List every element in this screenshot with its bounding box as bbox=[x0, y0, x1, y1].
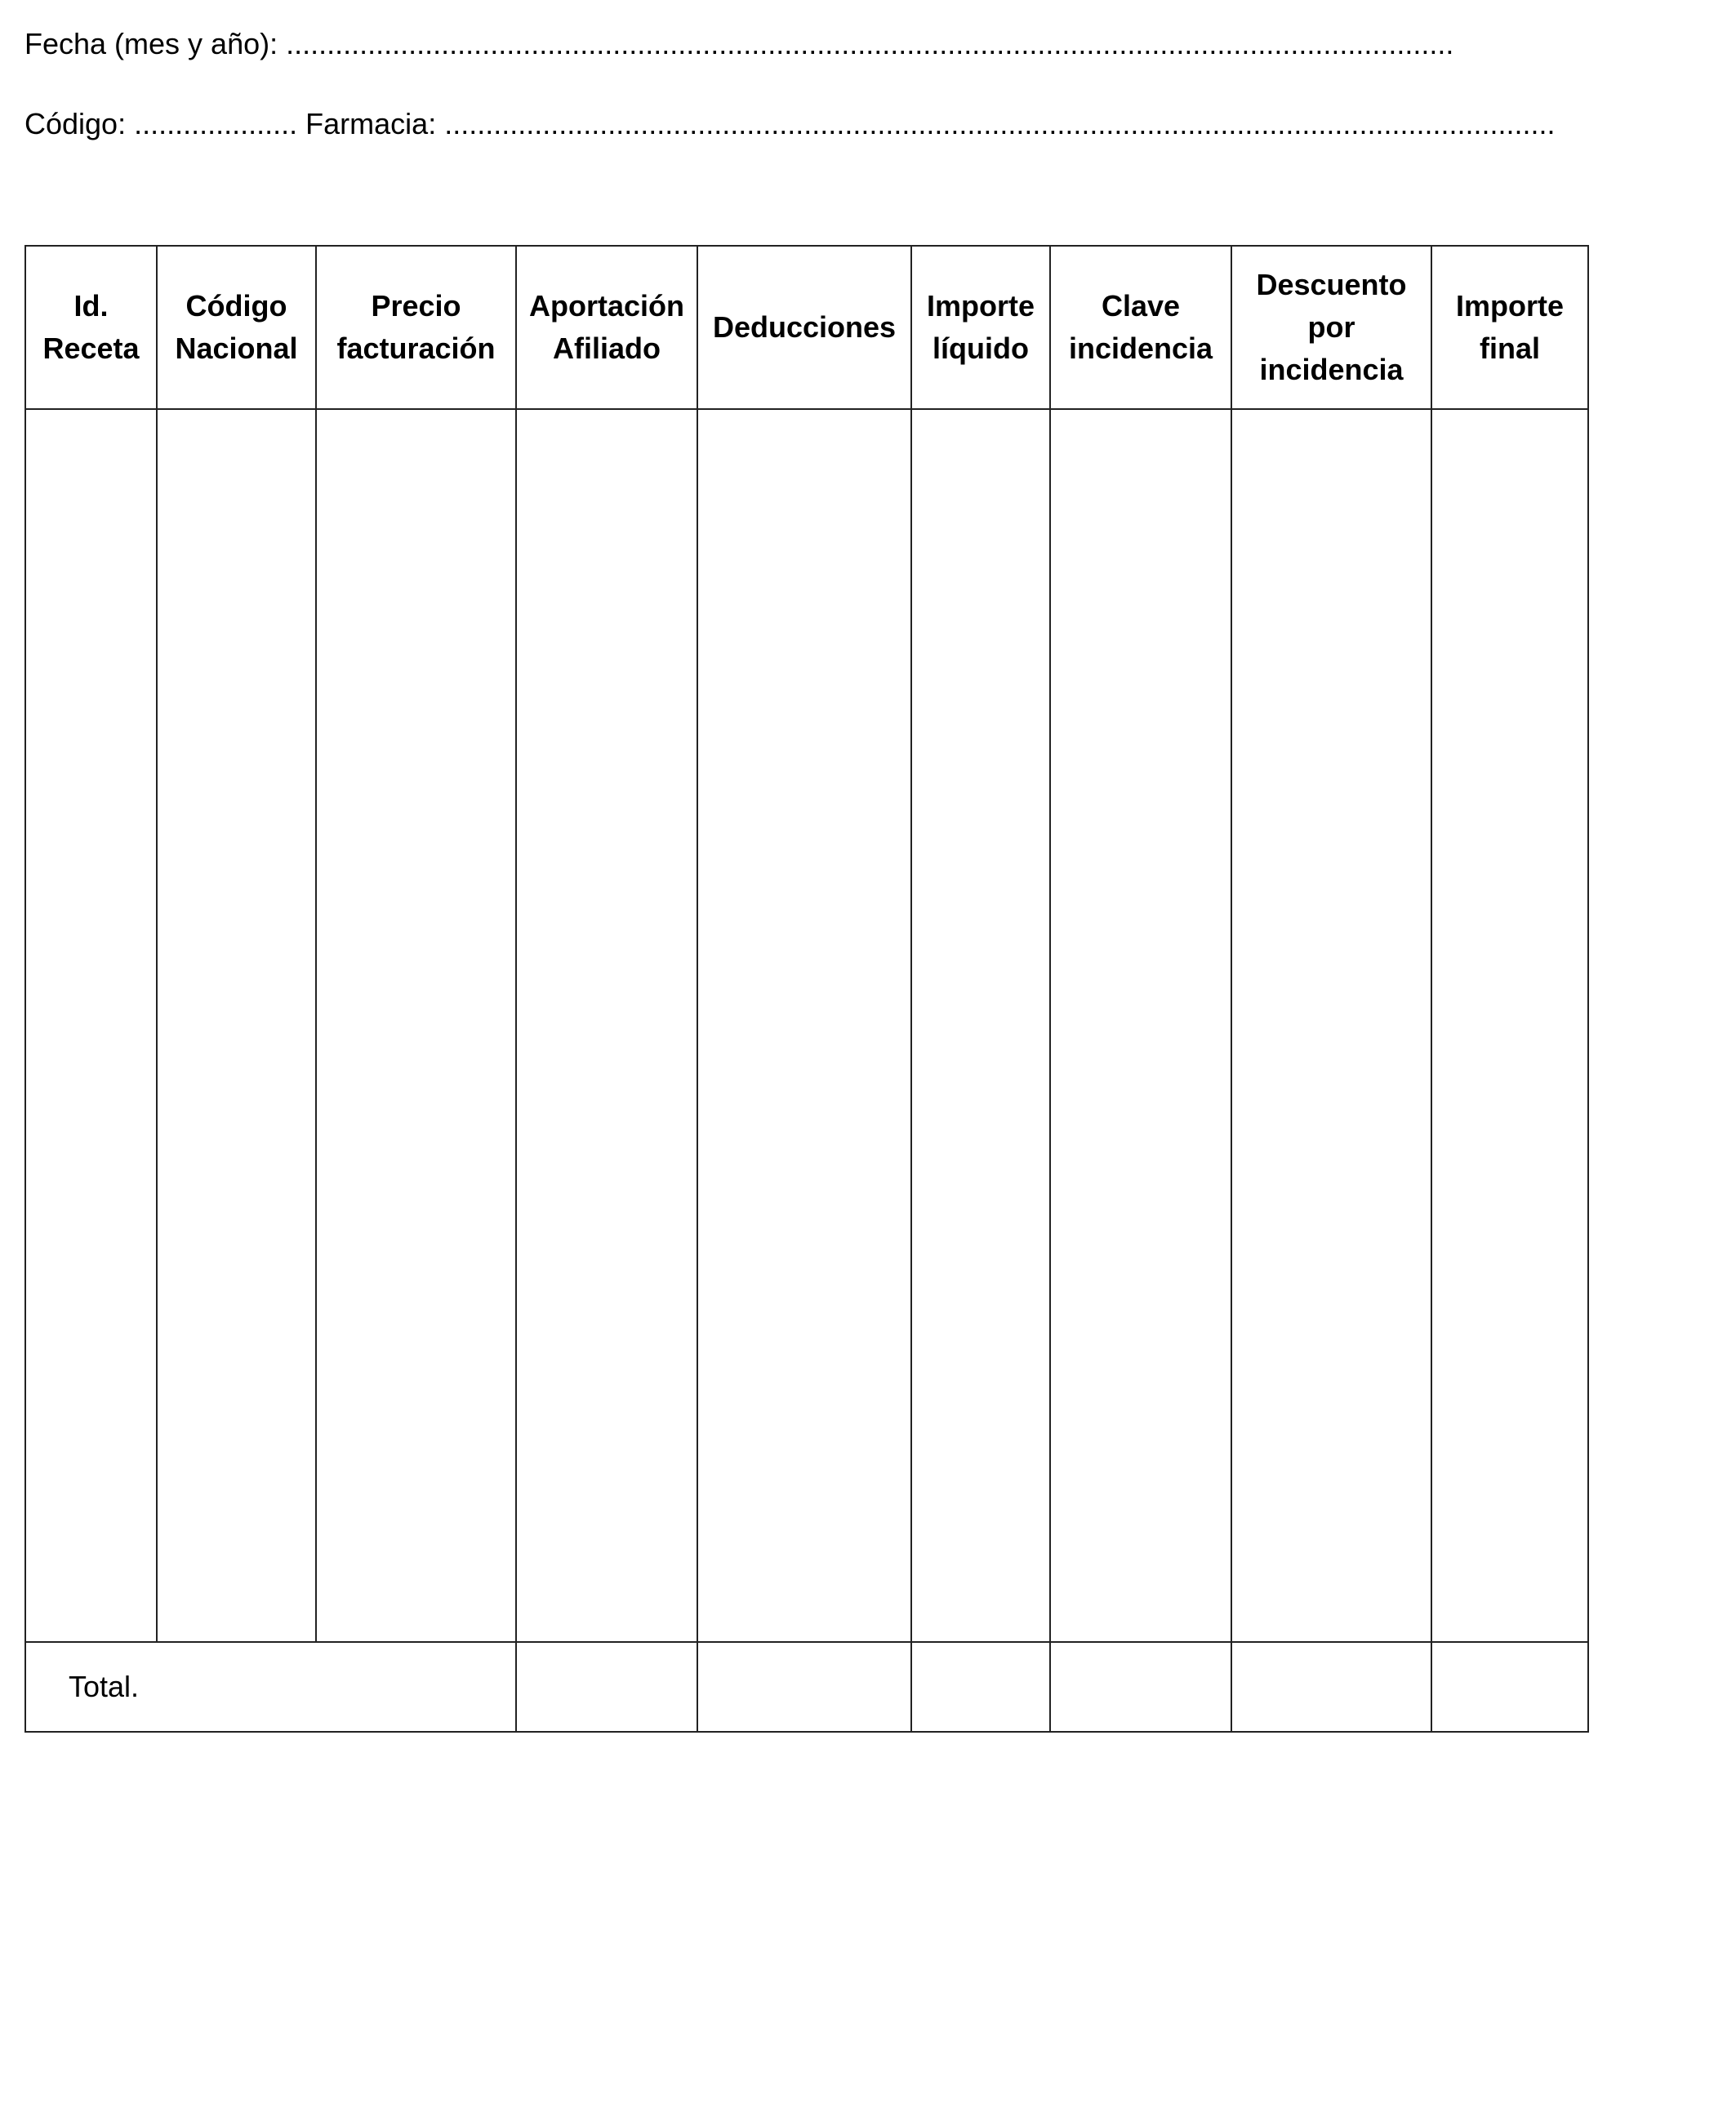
col-header-descuento-por-incidencia: Descuento por incidencia bbox=[1231, 246, 1431, 409]
fecha-field[interactable]: ............................................................................................................................................... bbox=[286, 27, 1454, 60]
total-label: Total. bbox=[25, 1642, 516, 1732]
total-descuento-por-incidencia[interactable] bbox=[1231, 1642, 1431, 1732]
total-aportacion-afiliado[interactable] bbox=[516, 1642, 697, 1732]
cell-deducciones[interactable] bbox=[697, 409, 911, 1642]
col-header-codigo-nacional: Código Nacional bbox=[157, 246, 316, 409]
fecha-line bbox=[24, 26, 1453, 62]
recetas-table bbox=[24, 245, 1589, 1733]
table-header-row bbox=[25, 246, 1588, 409]
col-header-aportacion-afiliado: Aportación Afiliado bbox=[516, 246, 697, 409]
cell-precio-facturacion[interactable] bbox=[316, 409, 516, 1642]
codigo-label: Código: bbox=[24, 107, 127, 140]
codigo-field[interactable]: .................... bbox=[134, 107, 298, 140]
cell-codigo-nacional[interactable] bbox=[157, 409, 316, 1642]
farmacia-label: Farmacia: bbox=[305, 107, 437, 140]
fecha-label: Fecha (mes y año): bbox=[24, 27, 278, 60]
total-deducciones[interactable] bbox=[697, 1642, 911, 1732]
cell-clave-incidencia[interactable] bbox=[1050, 409, 1231, 1642]
col-header-id-receta: Id. Receta bbox=[25, 246, 157, 409]
total-importe-final[interactable] bbox=[1431, 1642, 1588, 1732]
col-header-clave-incidencia: Clave incidencia bbox=[1050, 246, 1231, 409]
col-header-importe-final: Importe final bbox=[1431, 246, 1588, 409]
col-header-deducciones: Deducciones bbox=[697, 246, 911, 409]
col-header-precio-facturacion: Precio facturación bbox=[316, 246, 516, 409]
cell-importe-final[interactable] bbox=[1431, 409, 1588, 1642]
total-row bbox=[25, 1642, 1588, 1732]
total-clave-incidencia[interactable] bbox=[1050, 1642, 1231, 1732]
col-header-importe-liquido: Importe líquido bbox=[911, 246, 1050, 409]
cell-aportacion-afiliado[interactable] bbox=[516, 409, 697, 1642]
cell-importe-liquido[interactable] bbox=[911, 409, 1050, 1642]
farmacia-field[interactable]: ........................................................................................................................................ bbox=[444, 107, 1556, 140]
table-row bbox=[25, 409, 1588, 1642]
codigo-farmacia-line bbox=[24, 106, 1555, 142]
cell-descuento-por-incidencia[interactable] bbox=[1231, 409, 1431, 1642]
cell-id-receta[interactable] bbox=[25, 409, 157, 1642]
total-importe-liquido[interactable] bbox=[911, 1642, 1050, 1732]
